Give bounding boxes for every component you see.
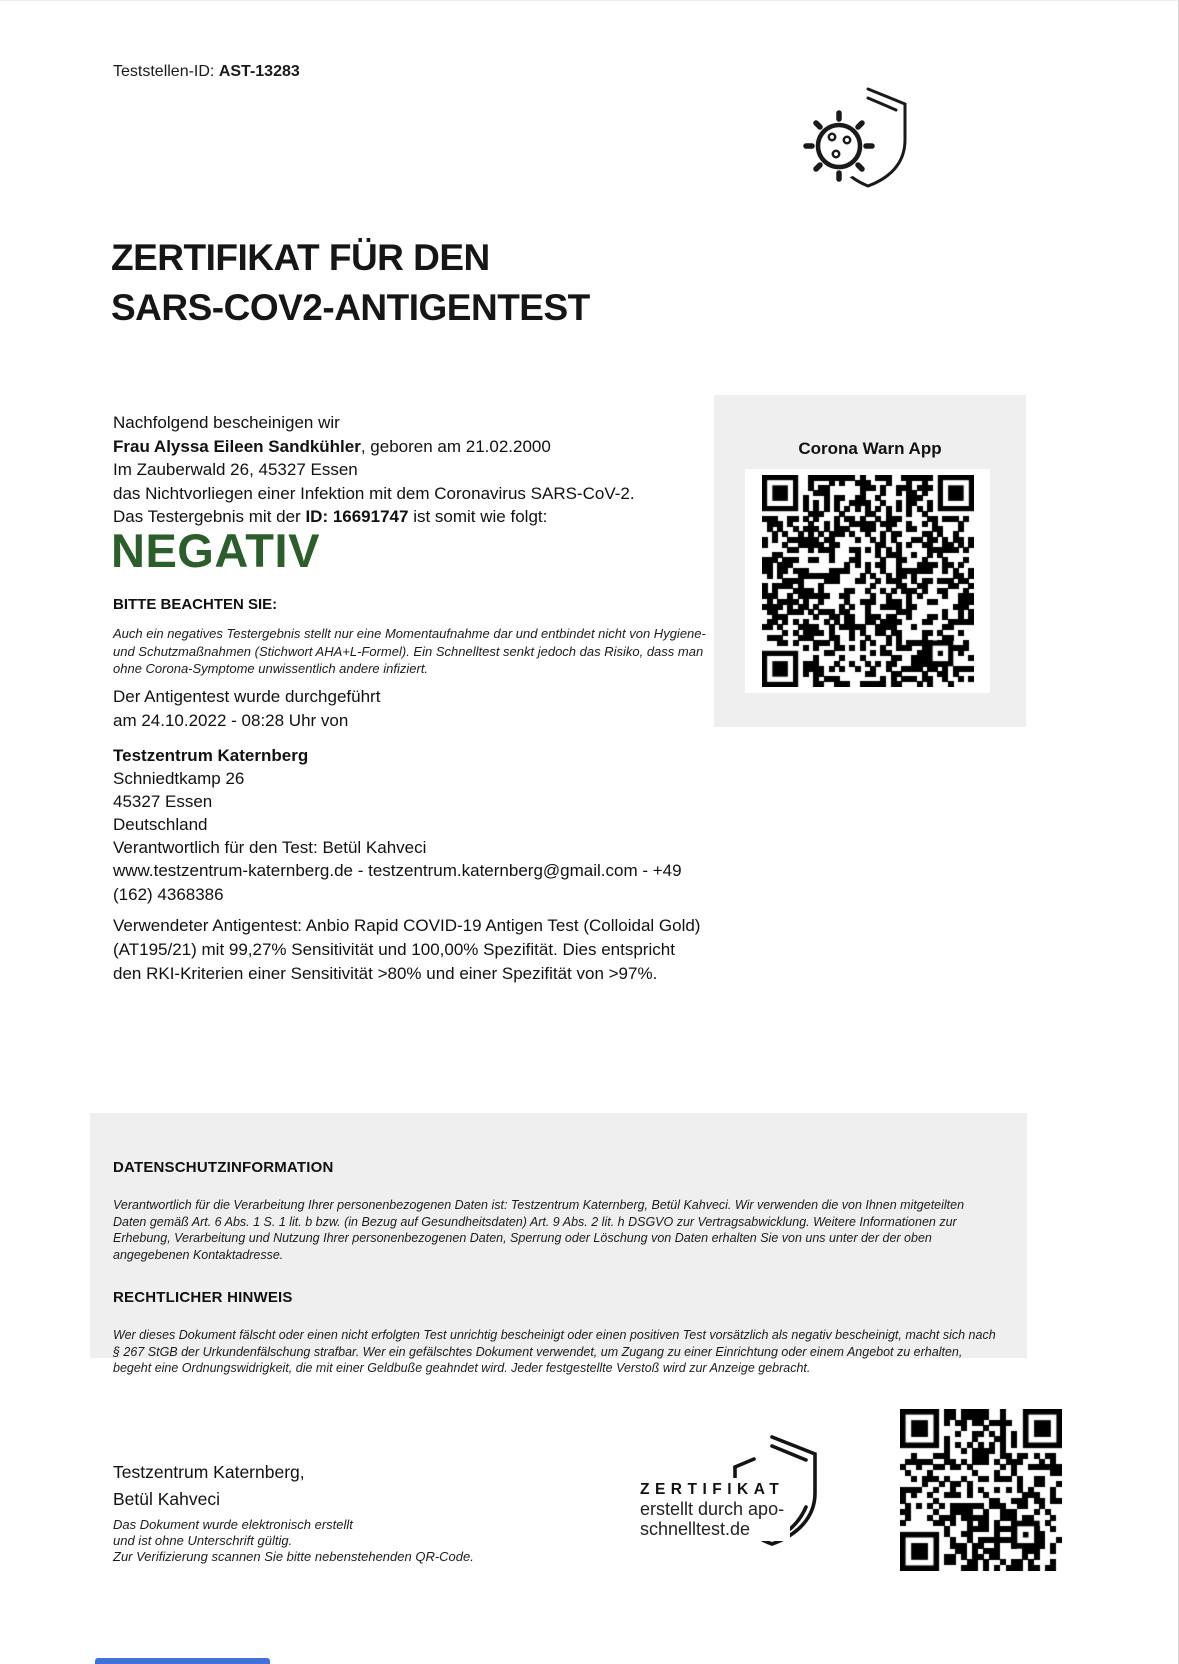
apo-schnelltest-logo-text: [640, 1478, 790, 1541]
intro-line: Nachfolgend bescheinigen wir: [113, 413, 340, 432]
teststellen-id-value: AST-13283: [218, 63, 300, 80]
signer-block: [113, 1459, 305, 1513]
attestation-text: [113, 411, 733, 529]
corona-warn-qr-box: [745, 469, 990, 693]
notice-text: Auch ein negatives Testergebnis stellt nur eine Momentaufnahme dar und entbindet nicht von Hygiene- und Schutzmaßnahmen (Stichwort AHA+L-Formel). Ein Schnelltest senkt jedoch das Risiko, dass man ohne Corona-Symptome unwissentlich andere infiziert.: [113, 626, 706, 676]
signer-line2: Betül Kahveci: [113, 1489, 221, 1509]
corona-warn-qr-code: [762, 475, 974, 687]
test-center-address: [113, 744, 426, 859]
test-center-city: 45327 Essen: [113, 792, 213, 811]
teststellen-id-label: Teststellen-ID:: [113, 63, 215, 80]
person-address: Im Zauberwald 26, 45327 Essen: [113, 460, 358, 479]
title-line1: ZERTIFIKAT FÜR DEN: [111, 237, 490, 278]
infection-line: das Nichtvorliegen einer Infektion mit dem Coronavirus SARS-CoV-2.: [113, 483, 635, 503]
logo-schnelltest-label: schnelltest.de: [640, 1519, 751, 1539]
signer-line1: Testzentrum Katernberg,: [113, 1462, 305, 1482]
legal-notice-heading: RECHTLICHER HINWEIS: [113, 1289, 293, 1306]
result-id-line: Das Testergebnis mit der ID: 16691747 ist somit wie folgt:: [113, 507, 548, 526]
person-line: Frau Alyssa Eileen Sandkühler, geboren am 21.02.2000: [113, 436, 551, 456]
logo-erstellt-label: erstellt durch apo-: [640, 1499, 785, 1519]
test-center-street: Schniedtkamp 26: [113, 769, 245, 788]
legal-notice-text: Wer dieses Dokument fälscht oder einen nicht erfolgten Test unrichtig bescheinigt oder einen positiven Test vorsätzlich als negativ bescheinigt, macht sich nach § 267 StGB der Urkundenfälschung strafbar. Wer ein gefälschtes Dokument verwendet, um Zugang zu einer Einrichtung oder einem Angebot zu erhalten, begeht eine Ordnungswidrigkeit, die mit einer Geldbuße geahndet wird. Jeder festgestellte Verstoß wird zur Anzeige gebracht.: [113, 1328, 996, 1375]
test-center-responsible: Verantwortlich für den Test: Betül Kahveci: [113, 838, 427, 857]
antigen-test-description: Verwendeter Antigentest: Anbio Rapid COVID-19 Antigen Test (Colloidal Gold) (AT195/21) mit 99,27% Sensitivität und 100,00% Spezifität. Dies entspricht den RKI-Kriterien einer Sensitivität >80% und einer Spezifität von >97%.: [113, 916, 701, 983]
corona-warn-app-panel: [714, 395, 1026, 727]
test-center-name: Testzentrum Katernberg: [113, 746, 309, 765]
test-id: ID: 16691747: [305, 507, 409, 526]
cutoff-blue-element: [95, 1658, 270, 1664]
person-name: Frau Alyssa Eileen Sandkühler: [113, 436, 361, 456]
performed-datetime: am 24.10.2022 - 08:28 Uhr von: [113, 711, 349, 730]
test-center-contact: www.testzentrum-katernberg.de - testzentrum.katernberg@gmail.com - +49 (162) 4368386: [113, 861, 682, 904]
privacy-heading: DATENSCHUTZINFORMATION: [113, 1159, 334, 1176]
corona-warn-app-title: Corona Warn App: [798, 439, 942, 458]
title-line2: SARS-COV2-ANTIGENTEST: [111, 287, 590, 328]
virus-shield-icon: [792, 85, 910, 191]
footer-notes: Das Dokument wurde elektronisch erstellt und ist ohne Unterschrift gültig. Zur Verifizierung scannen Sie bitte nebenstehenden QR-Code.: [113, 1517, 474, 1564]
privacy-text: Verantwortlich für die Verarbeitung Ihrer personenbezogenen Daten ist: Testzentrum Katernberg, Betül Kahveci. Wir verwenden die von Ihnen mitgeteilten Daten gemäß Art. 6 Abs. 1 S. 1 lit. b bzw. (in Bezug auf Gesundheitsdaten) Art. 9 Abs. 2 lit. h DSGVO zur Vertragsabwicklung. Weitere Informationen zur Erhebung, Verarbeitung und Nutzung Ihrer personenbezogenen Daten, Sperrung oder Löschung von Daten erhalten Sie von uns unter der der oben angegebenen Kontaktadresse.: [113, 1198, 965, 1262]
notice-heading: BITTE BEACHTEN SIE:: [113, 596, 278, 613]
logo-zertifikat-label: ZERTIFIKAT: [640, 1481, 785, 1498]
performed-text: Der Antigentest wurde durchgeführt am 24.10.2022 - 08:28 Uhr von: [113, 685, 380, 733]
test-center-country: Deutschland: [113, 815, 208, 834]
legal-info-box: [90, 1113, 1027, 1375]
verification-qr-code: [900, 1409, 1062, 1571]
result-value: NEGATIV: [111, 524, 320, 577]
page-title: [111, 233, 590, 333]
teststellen-id: [113, 63, 300, 81]
